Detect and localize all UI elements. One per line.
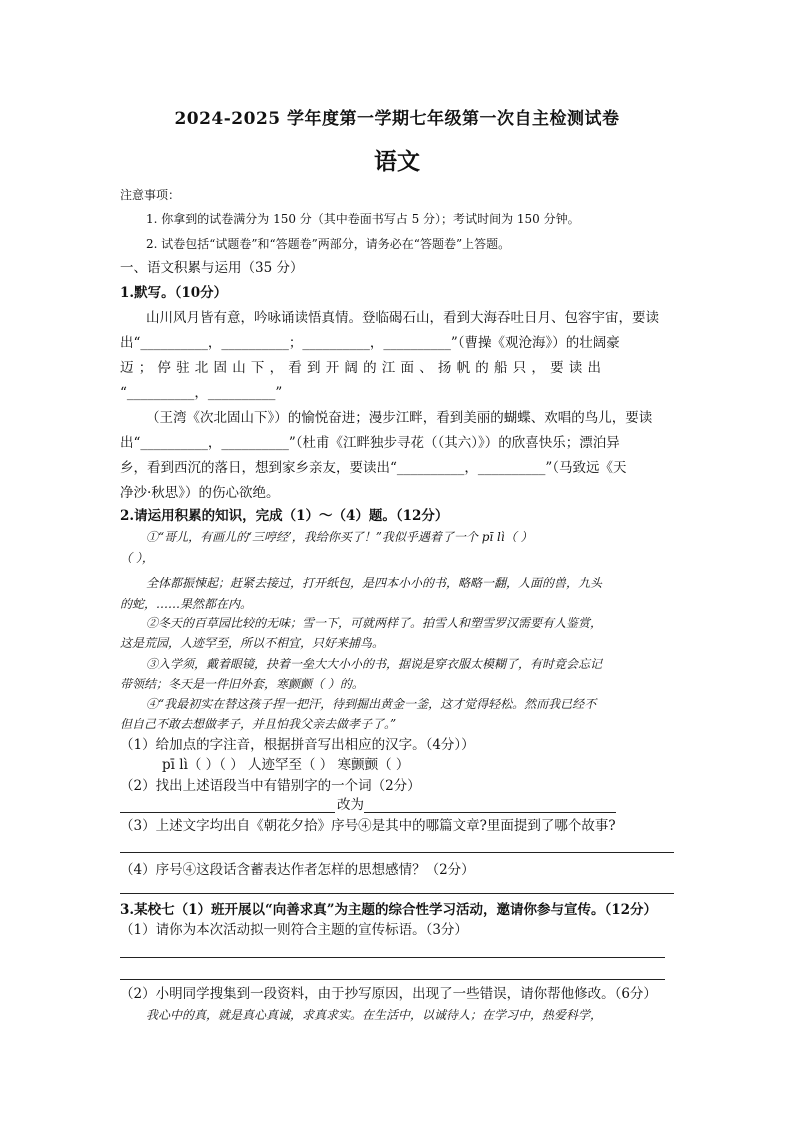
subject-title: 语文 (374, 148, 420, 175)
notes-heading: 注意事项： (120, 188, 181, 202)
q2-passage-1c: 全体都振悚起；赶紧去接过，打开纸包，是四本小小的书，略略一翻，人面的兽，九头 (146, 576, 603, 590)
q3-sub-2: （2）小明同学搜集到一段资料，由于抄写原因，出现了一些错误，请你帮他修改。（6分） (120, 986, 657, 1002)
q2-passage-4b: 但自己不敢去想做孝子，并且怕我父亲去做孝子了。” (120, 717, 397, 731)
q1-line-3: 迈；停驻北固山下，看到开阔的江面、扬帆的船只，要读出 (120, 360, 607, 376)
q3-passage: 我心中的真，就是真心真诚，求真求实。在生活中，以诚待人；在学习中，热爱科学， (146, 1008, 603, 1022)
q2-passage-1d: 的蛇，……果然都在内。 (120, 597, 253, 611)
q2-sub-1: （1）给加点的字注音，根据拼音写出相应的汉字。（4分）） (120, 737, 475, 753)
answer-line[interactable] (120, 957, 665, 958)
q2-passage-3a: ③入学须，戴着眼镜，抉着一垒大大小小的书，据说是穿衣服太模糊了，有时竟会忘记 (146, 657, 603, 671)
q1-heading: 1.默写。（10分） (120, 285, 228, 301)
q2-passage-1a: ①“哥儿，有画儿的‘三哼经’，我给你买了！”我似乎遇着了一个 pī lì（ ） (146, 530, 533, 544)
note-2: 2. 试卷包括“试题卷”和“答题卷”两部分，请务必在“答题卷”上答题。 (146, 237, 511, 251)
q2-sub-4: （4）序号④这段话含蓄表达作者怎样的思想感情？（2分） (120, 862, 475, 878)
q2-heading: 2.请运用积累的知识，完成（1）～（4）题。（12分） (120, 508, 449, 524)
q3-heading: 3.某校七（1）班开展以“向善求真”为主题的综合性学习活动，邀请你参与宣传。（12分） (120, 902, 658, 918)
q2-passage-1b: （ ）， (120, 551, 154, 565)
q1-line-1: 山川风月皆有意，吟咏诵读悟真情。登临碣石山，看到大海吞吐日月、包容宇宙，要读 (146, 310, 659, 326)
q1-line-5: （王湾《次北固山下》）的愉悦奋进；漫步江畔，看到美丽的蝴蝶、欢唱的鸟儿，要读 (146, 410, 653, 426)
answer-line[interactable] (120, 893, 674, 894)
q3-sub-1: （1）请你为本次活动拟一则符合主题的宣传标语。（3分） (120, 922, 468, 938)
section-1-heading: 一、语文积累与运用（35 分） (120, 260, 304, 276)
q1-line-2: 出“__________，__________；__________，__________”（曹操《观沧海》）的壮阔豪 (120, 335, 620, 351)
q2-passage-3b: 带领结；冬天是一件旧外套，寒颤颤（ ）的。 (120, 677, 364, 691)
q2-sub-2: （2）找出上述语段当中有错别字的一个词（2分） (120, 778, 421, 794)
q2-sub-1-answers: pī lì（ ）（ ） 人迹罕至（ ） 寒颤颤（ ） (162, 757, 410, 773)
q2-passage-2b: 这是荒园，人迹罕至，所以不相宜，只好来捕鸟。 (120, 636, 385, 650)
q2-sub-2-change: 改为 (337, 797, 364, 813)
q2-passage-2a: ②冬天的百草园比较的无味；雪一下，可就两样了。拍雪人和塑雪罗汉需要有人鉴赏， (146, 616, 603, 630)
q2-sub-3: （3）上述文字均出自《朝花夕拾》序号④是其中的哪篇文章?里面提到了哪个故事? (120, 818, 616, 834)
answer-line[interactable] (120, 979, 665, 980)
q1-line-8: 净沙·秋思》）的伤心欲绝。 (120, 485, 280, 501)
answer-line[interactable] (120, 812, 335, 813)
exam-title: 2024-2025 学年度第一学期七年级第一次自主检测试卷 (174, 109, 620, 129)
q1-line-7: 乡，看到西沉的落日，想到家乡亲友，要读出“__________，__________”（马致远《天 (120, 460, 627, 476)
q2-passage-4a: ④“我最初实在替这孩子捏一把汗，待到掘出黄金一釜，这才觉得轻松。然而我已经不 (146, 697, 597, 711)
note-1: 1. 你拿到的试卷满分为 150 分（其中卷面书写占 5 分）；考试时间为 150 分钟。 (146, 212, 580, 226)
q1-line-6: 出“__________，__________”（杜甫《江畔独步寻花（（其六）》）的欣喜快乐；漂泊异 (120, 435, 620, 451)
answer-line[interactable] (120, 852, 674, 853)
q1-line-4: “__________，__________” (120, 385, 283, 401)
answer-line[interactable] (364, 812, 616, 813)
